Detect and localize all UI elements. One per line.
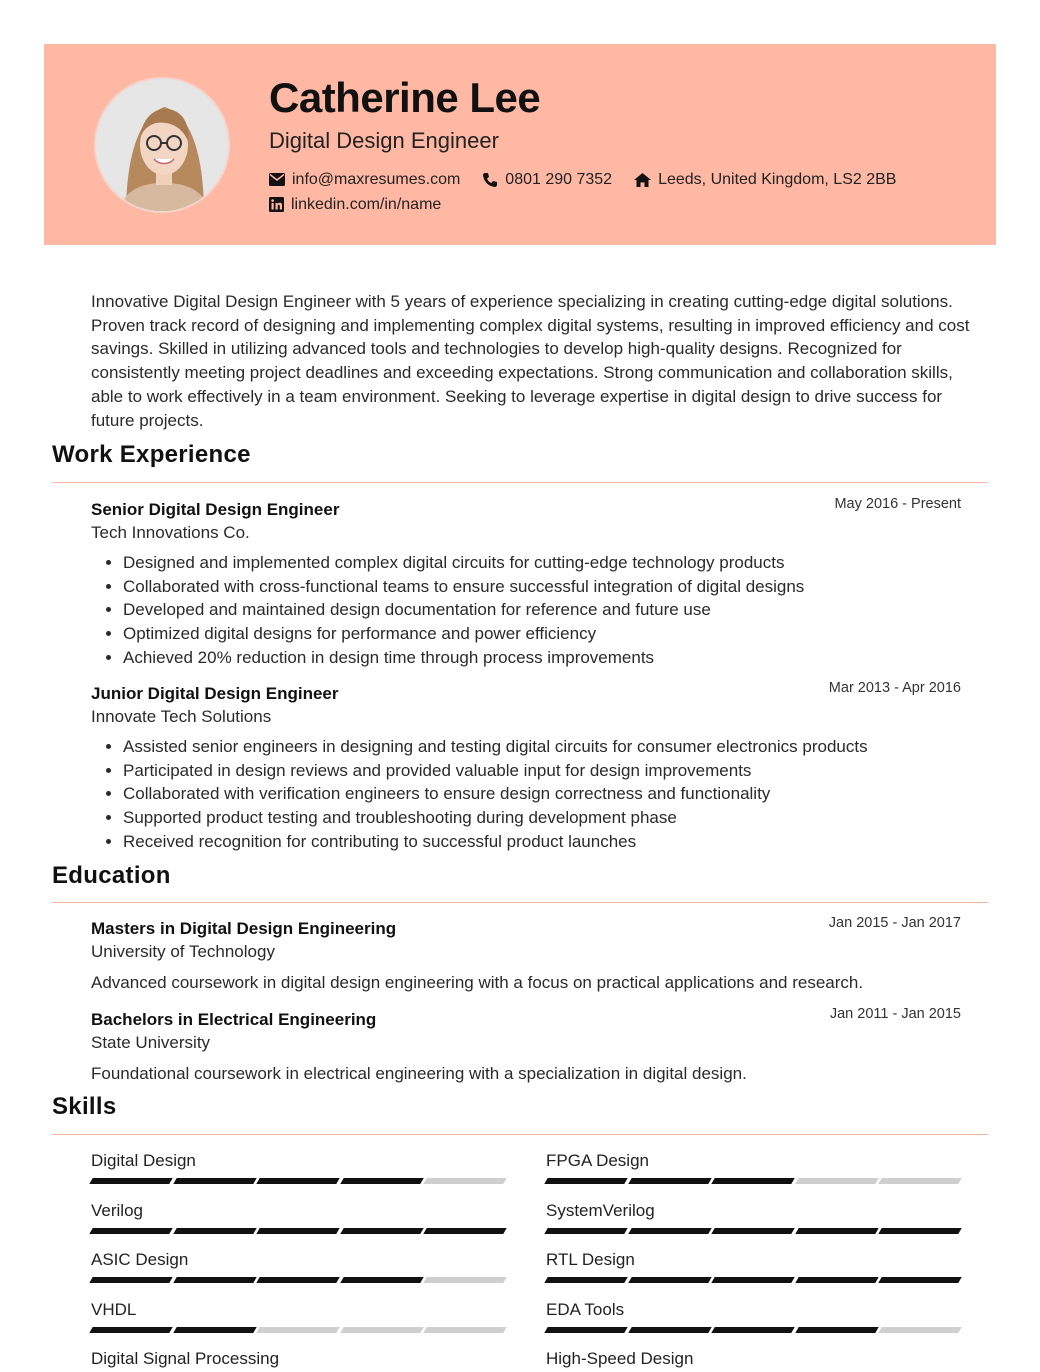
skill-level-bar <box>546 1327 960 1333</box>
skill-level-segment <box>256 1277 339 1283</box>
skill-item <box>546 1150 960 1184</box>
skill-item <box>546 1299 960 1333</box>
section-divider <box>52 1134 988 1135</box>
skill-level-segment <box>544 1178 627 1184</box>
profile-photo <box>94 77 230 213</box>
skill-level-segment <box>628 1178 711 1184</box>
list-item: • Optimized digital designs for performance and power efficiency <box>123 622 961 646</box>
list-item: • Collaborated with cross-functional teams to ensure successful integration of digital designs <box>123 575 961 599</box>
skill-level-segment <box>173 1228 256 1234</box>
skill-level-segment <box>424 1178 507 1184</box>
skill-level-segment <box>89 1178 172 1184</box>
work-dates: May 2016 - Present <box>834 496 961 512</box>
skill-level-segment <box>340 1178 423 1184</box>
work-title: Senior Digital Design Engineer <box>91 500 340 519</box>
degree-title: Masters in Digital Design Engineering <box>91 919 397 938</box>
skill-level-segment <box>173 1277 256 1283</box>
skill-level-segment <box>795 1228 878 1234</box>
skill-item <box>91 1200 505 1234</box>
skill-level-segment <box>256 1327 339 1333</box>
skill-name: High-Speed Design <box>546 1349 694 1368</box>
skill-level-bar <box>91 1178 505 1184</box>
school-name: University of Technology <box>91 942 275 961</box>
skills-heading: Skills <box>52 1093 117 1120</box>
skill-level-segment <box>879 1277 962 1283</box>
work-entry <box>91 498 961 670</box>
work-entry <box>91 682 961 854</box>
contact-info <box>269 167 918 217</box>
portrait-image <box>96 79 230 213</box>
skill-name: EDA Tools <box>546 1299 625 1319</box>
skill-item <box>91 1150 505 1184</box>
list-item: • Collaborated with verification engineers to ensure design correctness and functionality <box>123 782 961 806</box>
school-name: State University <box>91 1033 211 1052</box>
skill-level-segment <box>424 1327 507 1333</box>
phone-contact[interactable] <box>482 171 612 189</box>
skill-level-segment <box>89 1327 172 1333</box>
skill-name: Verilog <box>91 1200 143 1220</box>
list-item: • Achieved 20% reduction in design time through process improvements <box>123 646 961 670</box>
skill-level-segment <box>879 1228 962 1234</box>
skill-level-segment <box>628 1277 711 1283</box>
work-dates: Mar 2013 - Apr 2016 <box>828 680 961 696</box>
skill-level-segment <box>340 1228 423 1234</box>
skill-level-segment <box>795 1327 878 1333</box>
skill-level-segment <box>173 1327 256 1333</box>
skill-item <box>546 1249 960 1283</box>
skill-level-segment <box>424 1228 507 1234</box>
professional-summary: Innovative Digital Design Engineer with 5 years of experience specializing in creating cutting-edge digital solutions. Proven track record of designing and implementing complex digital systems, resulting in improved efficiency and cost savings. Skilled in utilizing advanced tools and technologies to develop high-quality designs. Recognized for consistently meeting project deadlines and exceeding expectations. Strong communication and collaboration skills, able to work effectively in a team environment. Seeking to leverage expertise in digital design to drive success for future projects. <box>91 292 970 430</box>
location-contact <box>634 171 896 189</box>
skill-level-segment <box>256 1228 339 1234</box>
skill-item <box>546 1348 960 1370</box>
education-dates: Jan 2011 - Jan 2015 <box>829 1006 961 1022</box>
skill-item <box>91 1249 505 1283</box>
skill-level-segment <box>173 1178 256 1184</box>
skill-level-segment <box>340 1277 423 1283</box>
skill-name: RTL Design <box>546 1250 635 1269</box>
phone-icon <box>482 172 498 188</box>
skill-name: VHDL <box>91 1299 137 1319</box>
linkedin-contact[interactable] <box>269 196 441 214</box>
list-item: • Developed and maintained design documentation for reference and future use <box>123 598 961 622</box>
skill-level-segment <box>711 1178 794 1184</box>
skill-level-segment <box>544 1277 627 1283</box>
skill-level-segment <box>340 1327 423 1333</box>
resume-header <box>44 44 996 245</box>
skill-level-segment <box>544 1228 627 1234</box>
skill-name: FPGA Design <box>546 1151 649 1170</box>
list-item: • Received recognition for contributing to successful product launches <box>123 830 961 854</box>
work-title: Junior Digital Design Engineer <box>91 684 339 703</box>
linkedin-text: linkedin.com/in/name <box>291 195 442 213</box>
job-title: Digital Design Engineer <box>269 128 499 153</box>
education-heading: Education <box>52 862 171 889</box>
envelope-icon <box>269 173 285 186</box>
list-item: • Assisted senior engineers in designing and testing digital circuits for consumer electronics products <box>123 735 961 759</box>
skill-level-segment <box>256 1178 339 1184</box>
section-divider <box>52 482 988 483</box>
work-experience-heading: Work Experience <box>52 441 251 468</box>
skill-item <box>546 1200 960 1234</box>
phone-text: 0801 290 7352 <box>505 170 613 188</box>
education-dates: Jan 2015 - Jan 2017 <box>828 915 961 931</box>
skill-level-segment <box>879 1327 962 1333</box>
skill-level-segment <box>544 1327 627 1333</box>
degree-title: Bachelors in Electrical Engineering <box>91 1010 377 1029</box>
list-item: • Designed and implemented complex digital circuits for cutting-edge technology products <box>123 551 961 575</box>
list-item: • Participated in design reviews and provided valuable input for design improvements <box>123 759 961 783</box>
section-divider <box>52 902 988 903</box>
skill-level-segment <box>879 1178 962 1184</box>
work-company: Tech Innovations Co. <box>91 523 250 542</box>
email-text: info@maxresumes.com <box>292 170 461 188</box>
skill-level-bar <box>91 1277 505 1283</box>
work-bullets <box>91 551 961 670</box>
linkedin-icon <box>269 197 284 212</box>
skill-level-segment <box>711 1327 794 1333</box>
skill-item <box>91 1299 505 1333</box>
skill-name: Digital Signal Processing <box>91 1349 280 1368</box>
skill-level-segment <box>424 1277 507 1283</box>
candidate-name: Catherine Lee <box>269 74 541 121</box>
skill-level-bar <box>546 1178 960 1184</box>
skill-level-bar <box>546 1277 960 1283</box>
home-icon <box>634 173 651 187</box>
work-bullets <box>91 735 961 854</box>
list-item: • Supported product testing and troubleshooting during development phase <box>123 806 961 830</box>
skill-name: SystemVerilog <box>546 1200 655 1220</box>
skill-name: ASIC Design <box>91 1250 189 1269</box>
email-contact[interactable] <box>269 171 460 189</box>
location-text: Leeds, United Kingdom, LS2 2BB <box>658 170 897 188</box>
skill-level-segment <box>795 1178 878 1184</box>
skill-level-segment <box>795 1277 878 1283</box>
skill-level-segment <box>628 1228 711 1234</box>
skill-level-segment <box>711 1228 794 1234</box>
education-entry <box>91 1008 961 1085</box>
skill-level-bar <box>91 1327 505 1333</box>
education-description: Foundational coursework in electrical engineering with a specialization in digital design. <box>91 1064 747 1083</box>
work-company: Innovate Tech Solutions <box>91 707 272 726</box>
skill-level-segment <box>711 1277 794 1283</box>
skill-level-bar <box>91 1228 505 1234</box>
skill-level-bar <box>546 1228 960 1234</box>
skill-name: Digital Design <box>91 1151 196 1170</box>
education-entry <box>91 917 961 994</box>
skill-item <box>91 1348 505 1370</box>
skill-level-segment <box>628 1327 711 1333</box>
education-description: Advanced coursework in digital design engineering with a focus on practical applications and research. <box>91 973 864 992</box>
skill-level-segment <box>89 1277 172 1283</box>
skill-level-segment <box>89 1228 172 1234</box>
